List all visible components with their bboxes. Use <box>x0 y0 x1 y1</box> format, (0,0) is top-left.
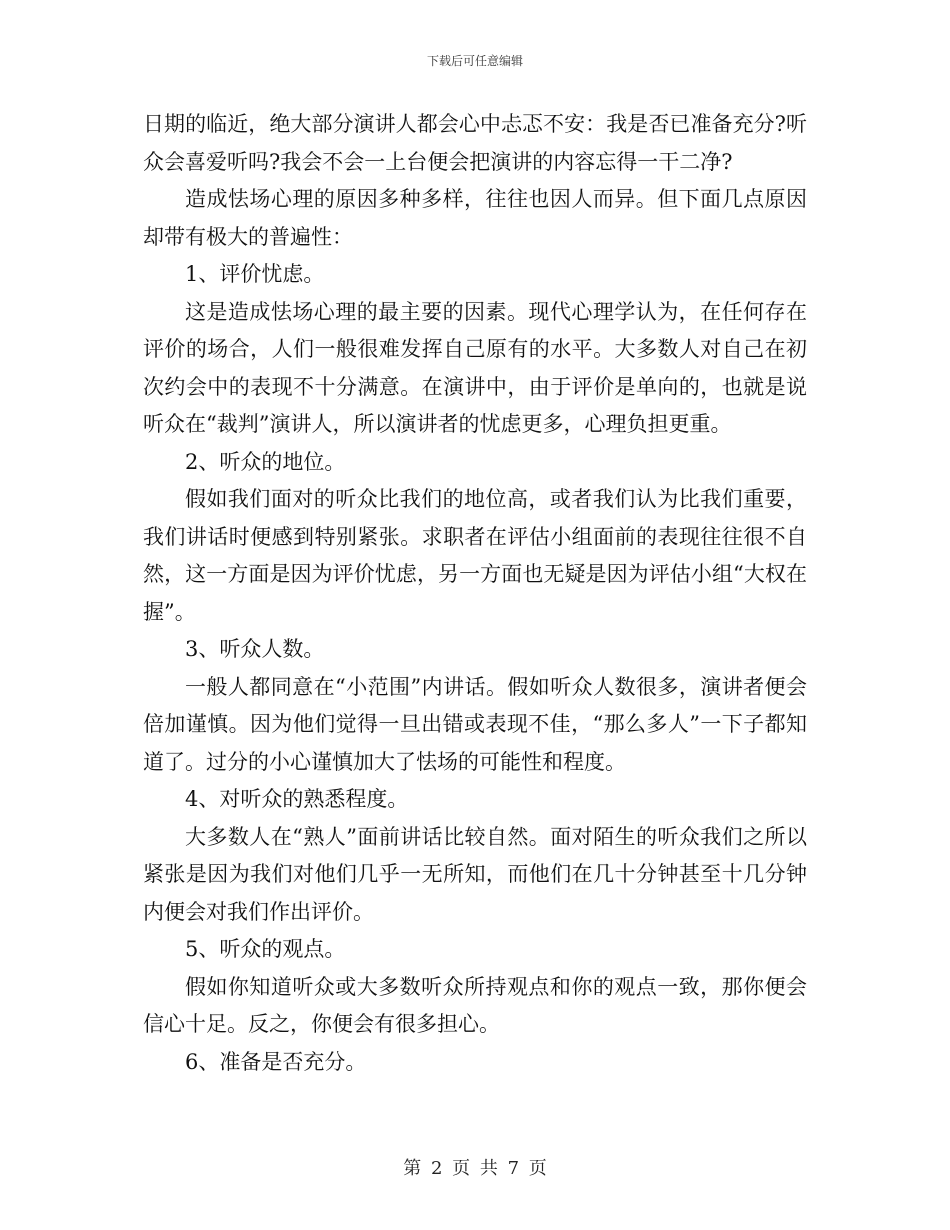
section-heading: 2、听众的地位。 <box>185 449 346 474</box>
paragraph: 假如你知道听众或大多数听众所持观点和你的观点一致，那你便会信心十足。反之，你便会有很多担心。 <box>143 974 807 1036</box>
page-header: 下载后可任意编辑 <box>426 54 523 68</box>
section-heading: 5、听众的观点。 <box>185 937 346 961</box>
paragraph: 一般人都同意在“小范围”内讲话。假如听众人数很多，演讲者便会倍加谨慎。因为他们觉得一旦出错或表现不佳，“那么多人”一下子都知道了。过分的小心谨慎加大了怯场的可能性和程度。 <box>143 674 807 774</box>
section-heading: 3、听众人数。 <box>185 637 325 661</box>
body-text <box>143 106 807 1081</box>
page-number: 第 2 页 共 7 页 <box>403 1158 547 1179</box>
paragraph: 假如我们面对的听众比我们的地位高，或者我们认为比我们重要，我们讲话时便感到特别紧张。求职者在评估小组面前的表现往往很不自然，这一方面是因为评价忧虑，另一方面也无疑是因为评估小组“大权在握”。 <box>143 487 807 624</box>
paragraph: 造成怯场心理的原因多种多样，往往也因人而异。但下面几点原因却带有极大的普遍性： <box>143 187 807 249</box>
paragraph: 这是造成怯场心理的最主要的因素。现代心理学认为，在任何存在评价的场合，人们一般很难发挥自己原有的水平。大多数人对自己在初次约会中的表现不十分满意。在演讲中，由于评价是单向的，也就是说听众在“裁判”演讲人，所以演讲者的忧虑更多，心理负担更重。 <box>143 299 807 436</box>
section-heading: 4、对听众的熟悉程度。 <box>185 787 409 811</box>
section-heading: 6、准备是否充分。 <box>185 1049 367 1074</box>
paragraph: 日期的临近，绝大部分演讲人都会心中忐忑不安：我是否已准备充分?听众会喜爱听吗?我会不会一上台便会把演讲的内容忘得一干二净? <box>143 112 807 174</box>
paragraph: 大多数人在“熟人”面前讲话比较自然。面对陌生的听众我们之所以紧张是因为我们对他们几乎一无所知，而他们在几十分钟甚至十几分钟内便会对我们作出评价。 <box>143 824 807 924</box>
section-heading: 1、评价忧虑。 <box>185 262 325 286</box>
